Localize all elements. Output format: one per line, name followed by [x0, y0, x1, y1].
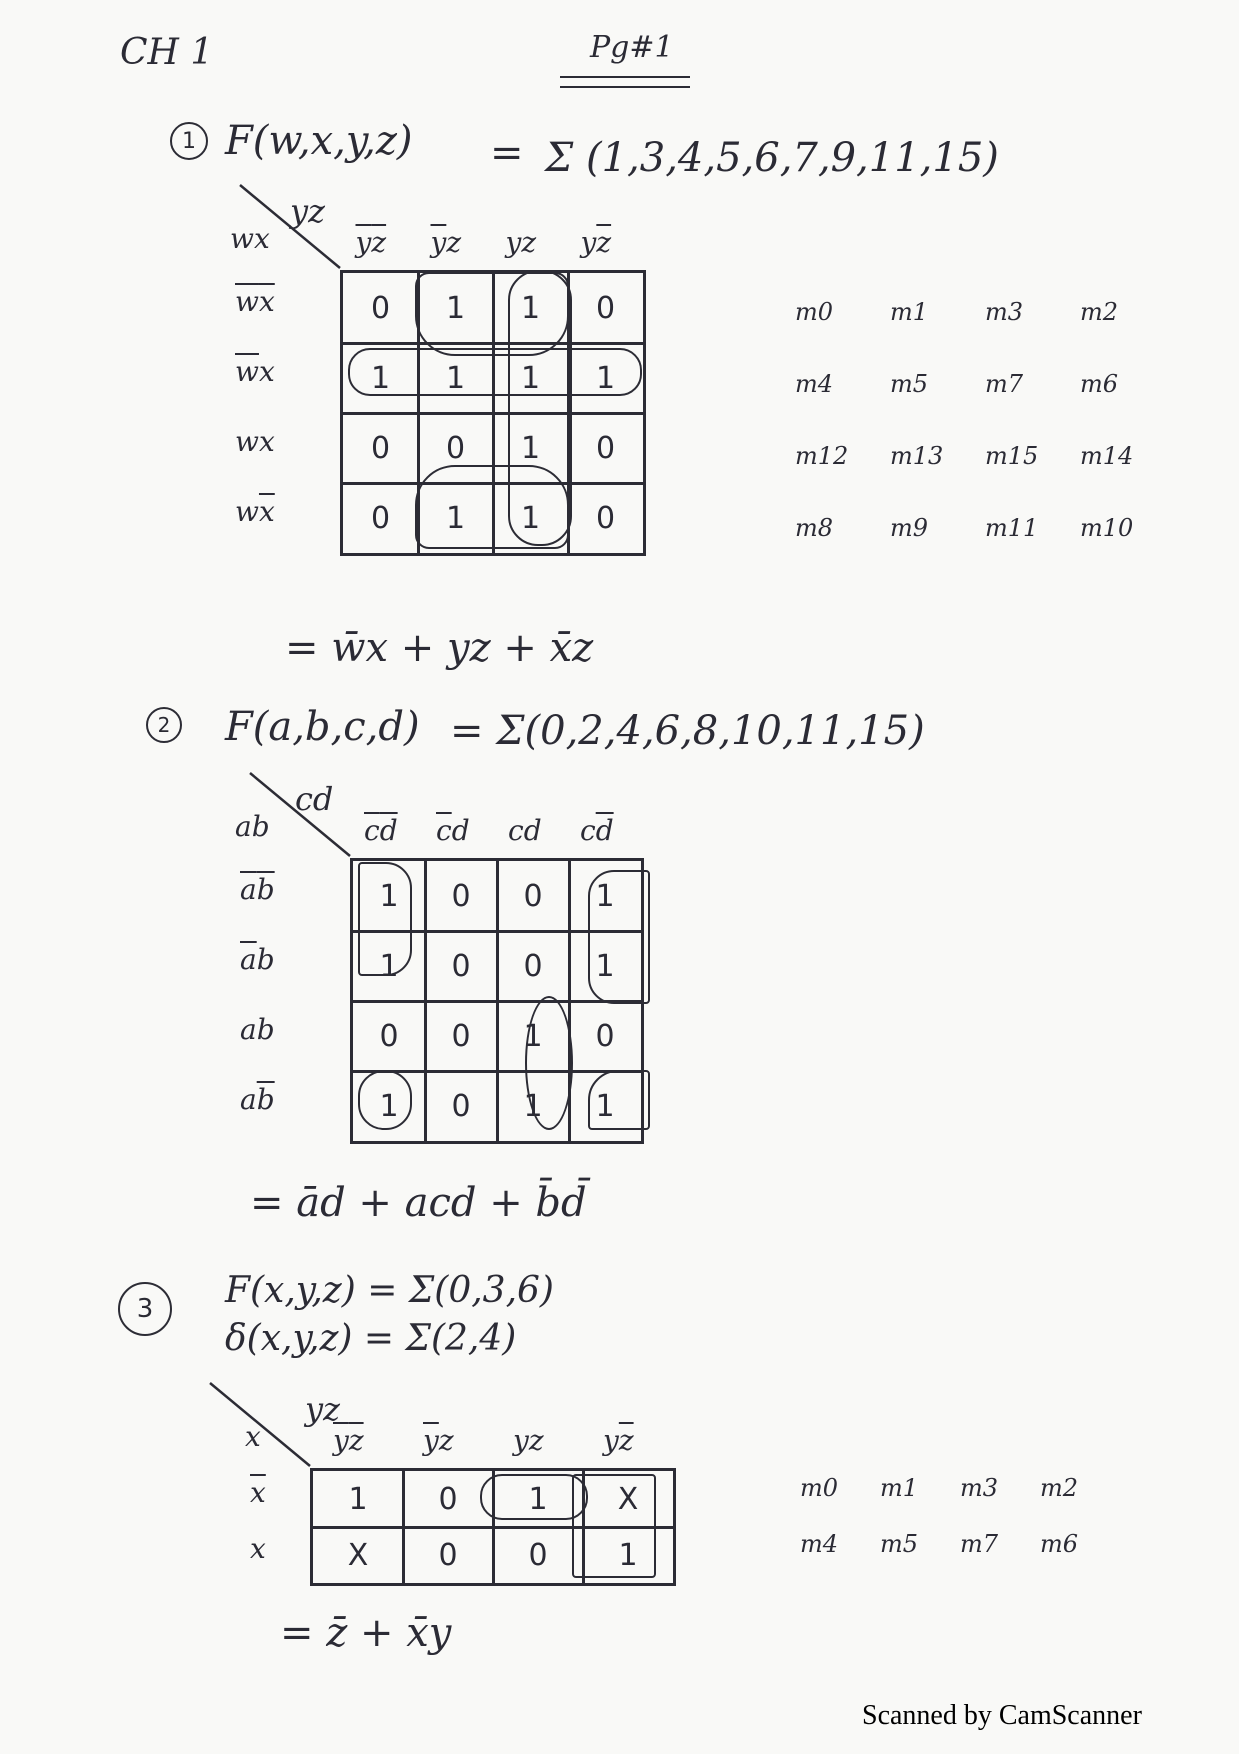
q3-function: F(x,y,z) = Σ(0,3,6)	[225, 1270, 554, 1311]
kmap-cell: 0	[595, 430, 616, 466]
column-header: $\overline{c}d$	[436, 814, 470, 847]
grouping-loop	[588, 870, 650, 1004]
kmap-cell: 1	[595, 878, 615, 914]
kmap-cell: 1	[445, 500, 466, 536]
kmap-cell: 0	[370, 290, 391, 326]
row-header: $w\overline{x}$	[235, 495, 275, 528]
corner-diagonal	[200, 1378, 320, 1468]
kmap-cell: 1	[520, 500, 541, 536]
kmap-cell: 0	[595, 500, 616, 536]
kmap-cell: 0	[528, 1537, 548, 1573]
q2-result: = ād + acd + b̄d̄	[250, 1180, 587, 1226]
kmap-cell: 0	[451, 1018, 471, 1054]
corner-row-variables: ab	[235, 810, 270, 843]
q3-dontcare: δ(x,y,z) = Σ(2,4)	[225, 1318, 517, 1359]
grouping-loop	[525, 996, 573, 1130]
kmap-cell: 0	[523, 878, 543, 914]
minterm-label: m3	[960, 1474, 999, 1502]
minterm-label: m3	[985, 298, 1024, 326]
q1-result: = w̄x + yz + x̄z	[285, 625, 594, 671]
column-header: cd	[508, 814, 542, 847]
minterm-label: m14	[1080, 442, 1134, 470]
kmap-cell: 1	[348, 1481, 368, 1517]
page-number: Pg#1	[590, 30, 674, 65]
column-header: $\overline{c}\overline{d}$	[364, 814, 398, 847]
question-1-number: 1	[170, 122, 208, 160]
minterm-label: m7	[960, 1530, 999, 1558]
minterm-label: m5	[890, 370, 929, 398]
row-header: wx	[235, 425, 275, 458]
row-header: $\overline{w}x$	[235, 355, 275, 388]
row-header: $\overline{a}\overline{b}$	[240, 873, 275, 906]
grouping-loop	[415, 465, 569, 549]
minterm-label: m5	[880, 1530, 919, 1558]
kmap-cell: 1	[618, 1537, 638, 1573]
q1-function: F(w,x,y,z)	[225, 118, 413, 164]
kmap-cell: 1	[520, 430, 541, 466]
column-header: yz	[505, 226, 537, 259]
kmap-cell: 0	[451, 878, 471, 914]
kmap-cell: 1	[520, 360, 541, 396]
kmap-cell: 1	[445, 290, 466, 326]
kmap-cell: 0	[438, 1537, 458, 1573]
kmap-cell: X	[347, 1537, 369, 1573]
kmap-cell: 1	[379, 1088, 399, 1124]
grouping-loop	[358, 862, 412, 976]
minterm-label: m15	[985, 442, 1039, 470]
minterm-label: m0	[800, 1474, 839, 1502]
kmap-cell: 1	[595, 1088, 615, 1124]
minterm-label: m13	[890, 442, 944, 470]
kmap-cell: X	[617, 1481, 639, 1517]
minterm-label: m7	[985, 370, 1024, 398]
column-header: yz	[513, 1424, 544, 1457]
corner-row-variables: wx	[230, 222, 270, 255]
minterm-label: m4	[795, 370, 834, 398]
q3-result: = z̄ + x̄y	[280, 1610, 452, 1656]
chapter-label: CH 1	[120, 32, 214, 73]
corner-column-variables: yz	[305, 1390, 340, 1428]
kmap-cell: 1	[520, 290, 541, 326]
minterm-label: m12	[795, 442, 849, 470]
corner-row-variables: x	[245, 1420, 261, 1453]
kmap-cell: 0	[445, 430, 466, 466]
scanner-watermark: Scanned by CamScanner	[862, 1700, 1142, 1731]
kmap-cell: 1	[379, 948, 399, 984]
kmap-cell: 0	[523, 948, 543, 984]
grouping-loop	[572, 1474, 656, 1578]
kmap-cell: 0	[595, 290, 616, 326]
page-underline-2	[560, 86, 690, 88]
page-underline	[560, 76, 690, 78]
column-header: $y\overline{z}$	[603, 1424, 634, 1457]
minterm-label: m4	[800, 1530, 839, 1558]
kmap-cell: 0	[595, 1018, 615, 1054]
kmap-cell: 1	[523, 1018, 543, 1054]
grouping-loop	[348, 348, 642, 396]
column-header: $\overline{y}z$	[423, 1424, 454, 1457]
kmap-cell: 1	[595, 360, 616, 396]
row-header: $\overline{w}\overline{x}$	[235, 285, 275, 318]
kmap-cell: 0	[370, 500, 391, 536]
kmap-cell: 1	[379, 878, 399, 914]
kmap-cell: 1	[445, 360, 466, 396]
q2-function: F(a,b,c,d)	[225, 704, 420, 750]
minterm-label: m0	[795, 298, 834, 326]
column-header: $\overline{y}\overline{z}$	[355, 226, 387, 259]
grouping-loop	[358, 1070, 412, 1130]
minterm-label: m1	[890, 298, 929, 326]
corner-column-variables: yz	[290, 192, 325, 230]
column-header: $\overline{y}\overline{z}$	[333, 1424, 364, 1457]
corner-diagonal	[230, 180, 350, 270]
kmap-cell: 1	[528, 1481, 548, 1517]
row-header: $\overline{a}b$	[240, 943, 275, 976]
kmap-cell: 0	[438, 1481, 458, 1517]
kmap-cell: 1	[523, 1088, 543, 1124]
q2-sum: = Σ(0,2,4,6,8,10,11,15)	[450, 708, 925, 754]
corner-column-variables: cd	[295, 780, 334, 818]
column-header: $c\overline{d}$	[580, 814, 614, 847]
minterm-label: m6	[1080, 370, 1119, 398]
q1-equals: =	[490, 130, 524, 176]
column-header: $\overline{y}z$	[430, 226, 462, 259]
kmap-cell: 0	[451, 948, 471, 984]
minterm-label: m2	[1080, 298, 1119, 326]
minterm-label: m1	[880, 1474, 919, 1502]
question-3-number: 3	[118, 1282, 172, 1336]
kmap-cell: 0	[379, 1018, 399, 1054]
row-header: $\overline{x}$	[250, 1476, 266, 1509]
row-header: ab	[240, 1013, 275, 1046]
minterm-label: m6	[1040, 1530, 1079, 1558]
kmap-cell: 0	[370, 430, 391, 466]
minterm-label: m10	[1080, 514, 1134, 542]
kmap-cell: 1	[595, 948, 615, 984]
minterm-label: m9	[890, 514, 929, 542]
minterm-label: m11	[985, 514, 1039, 542]
row-header: $a\overline{b}$	[240, 1083, 275, 1116]
kmap-cell: 0	[451, 1088, 471, 1124]
row-header: x	[250, 1532, 266, 1565]
minterm-label: m8	[795, 514, 834, 542]
question-2-number: 2	[146, 707, 182, 743]
q1-sum: Σ (1,3,4,5,6,7,9,11,15)	[545, 135, 999, 181]
column-header: $y\overline{z}$	[580, 226, 612, 259]
corner-diagonal	[240, 768, 360, 858]
grouping-loop	[588, 1070, 650, 1130]
minterm-label: m2	[1040, 1474, 1079, 1502]
kmap-cell: 1	[370, 360, 391, 396]
